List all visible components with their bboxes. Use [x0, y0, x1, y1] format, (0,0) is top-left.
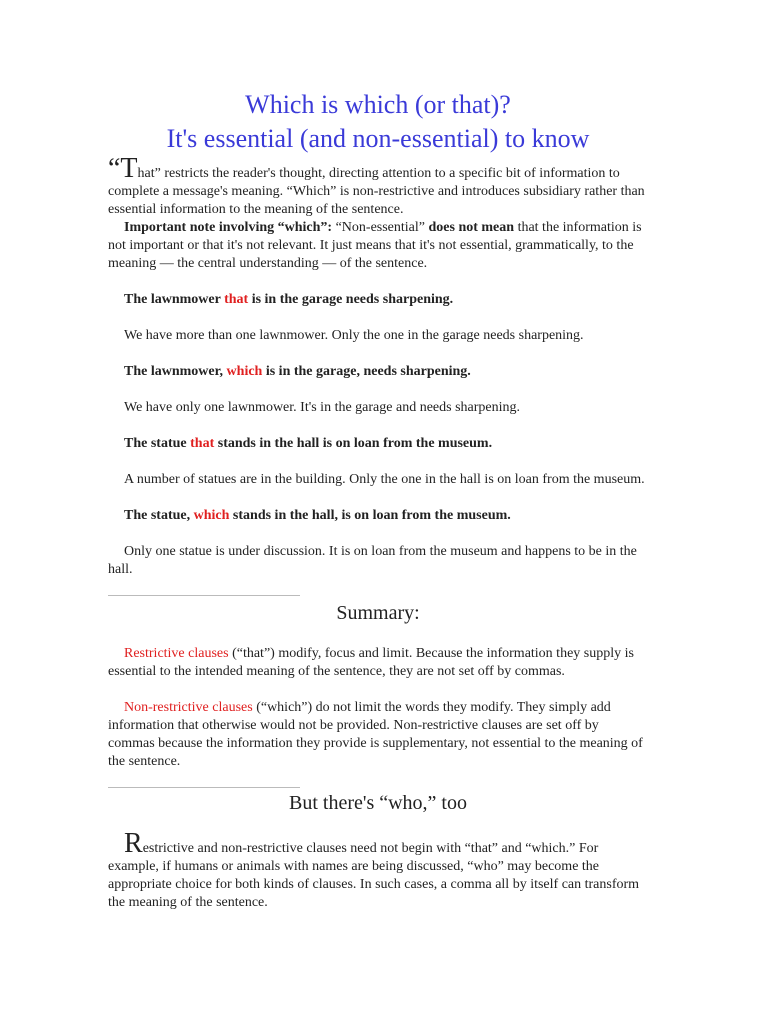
note-paragraph: [108, 219, 648, 273]
intro-dropcap: “T: [108, 153, 138, 184]
who-text: estrictive and non-restrictive clauses need not begin with “that” and “which.” For example, if humans or animals with names are being discussed, “who” may become the appropriate choice for both kinds of clauses. In such cases, a comma all by itself can transform the meaning of the sentence.: [108, 841, 640, 910]
intro-text: hat” restricts the reader's thought, directing attention to a specific bit of information to complete a message's meaning. “Which” is non-restrictive and introduces subsidiary rather than essential information to the meaning of the sentence.: [108, 166, 645, 217]
example-pre: The statue,: [124, 508, 194, 523]
document-page: [108, 88, 648, 912]
example-keyword: which: [226, 364, 263, 379]
nonrestrictive-text: (“which”) do not limit the words they modify. They simply add information that otherwise would not be provided. Non-restrictive clauses are set off by commas because the information they provide is supplementary, not essential to the meaning of the sentence.: [108, 700, 643, 769]
who-paragraph: [108, 828, 648, 912]
who-heading: But there's “who,” too: [288, 792, 467, 814]
restrictive-paragraph: [108, 645, 648, 681]
who-dropcap: R: [124, 828, 143, 859]
summary-heading: Summary:: [336, 602, 420, 624]
example-explanation: We have only one lawnmower. It's in the garage and needs sharpening.: [124, 400, 520, 415]
example-pre: The lawnmower: [124, 292, 225, 307]
example-explanation: We have more than one lawnmower. Only the one in the garage needs sharpening.: [124, 328, 584, 343]
example-explanation: A number of statues are in the building. Only the one in the hall is on loan from the museum.: [124, 472, 645, 487]
example-sentence: [108, 291, 648, 309]
title-line-1: Which is which (or that)?: [245, 90, 511, 119]
example-keyword: that: [190, 436, 215, 451]
example-explanation: Only one statue is under discussion. It is on loan from the museum and happens to be in the hall.: [108, 544, 637, 577]
note-label: Important note involving “which”:: [124, 220, 333, 235]
note-emph: does not mean: [428, 220, 515, 235]
example-pre: The statue: [124, 436, 191, 451]
restrictive-label: Restrictive clauses: [124, 646, 229, 661]
note-text: that the information is not important or that it's not relevant. It just means that it's not essential, grammatically, to the meaning — the central understanding — of the sentence.: [108, 220, 642, 271]
nonrestrictive-paragraph: [108, 699, 648, 771]
note-quote: “Non-essential”: [332, 220, 429, 235]
divider: [108, 787, 300, 788]
example-post: stands in the hall is on loan from the museum.: [214, 436, 493, 451]
restrictive-text: (“that”) modify, focus and limit. Because the information they supply is essential to the intended meaning of the sentence, they are not set off by commas.: [108, 646, 634, 679]
intro-paragraph: [108, 153, 648, 219]
nonrestrictive-label: Non-restrictive clauses: [124, 700, 253, 715]
example-keyword: which: [193, 508, 230, 523]
example-keyword: that: [224, 292, 249, 307]
example-pre: The lawnmower,: [124, 364, 227, 379]
divider: [108, 595, 300, 596]
page-title: [108, 88, 648, 156]
example-sentence: [108, 435, 648, 453]
example-post: is in the garage needs sharpening.: [248, 292, 454, 307]
example-sentence: [108, 507, 648, 525]
example-post: is in the garage, needs sharpening.: [262, 364, 471, 379]
title-line-2: It's essential (and non-essential) to know: [166, 124, 590, 153]
example-sentence: [108, 363, 648, 381]
example-post: stands in the hall, is on loan from the museum.: [229, 508, 511, 523]
